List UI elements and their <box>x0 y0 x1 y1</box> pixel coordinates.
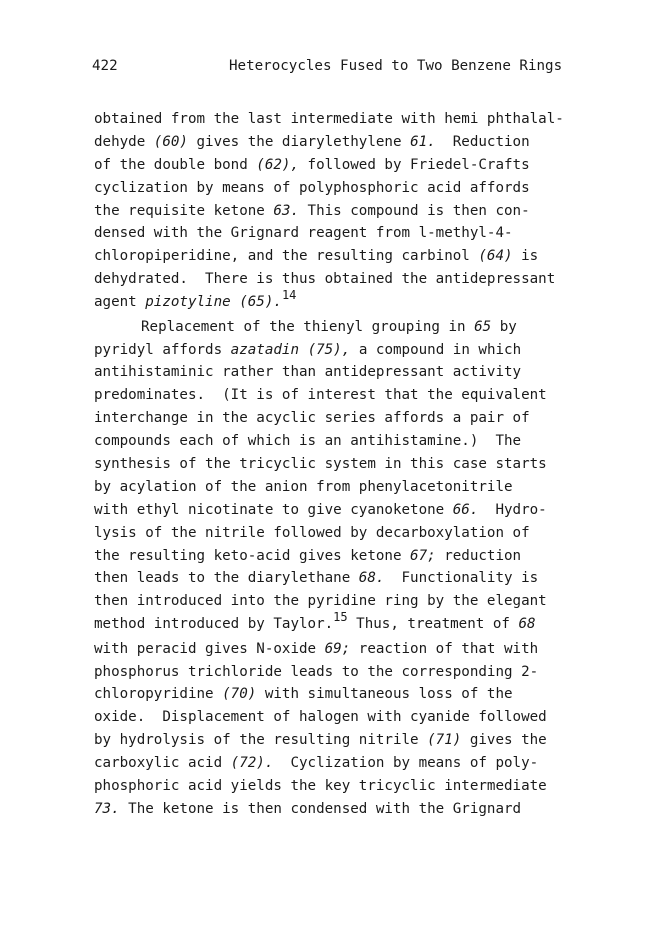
text-run: by acylation of the anion from phenylacetonitrile <box>94 478 513 495</box>
footnote-ref: 15 <box>333 610 348 625</box>
text-run: then leads to the diarylethane <box>94 570 359 587</box>
text-line <box>94 200 604 223</box>
italic-ref: (72). <box>230 755 274 772</box>
text-run: followed by Friedel-Crafts <box>299 156 530 173</box>
text-run <box>231 294 240 310</box>
text-run: method introduced by Taylor. <box>94 616 334 633</box>
text-line <box>94 245 604 268</box>
italic-ref: (70) <box>222 686 257 703</box>
text-run: phosphoric acid yields the key tricyclic intermediate <box>94 778 547 795</box>
text-line <box>94 798 604 821</box>
text-run: gives the <box>461 732 547 749</box>
text-run: is <box>512 248 539 265</box>
text-run: antihistaminic rather than antidepressant activity <box>94 364 522 381</box>
text-run: synthesis of the tricyclic system in this case starts <box>94 455 547 472</box>
text-line <box>94 131 604 154</box>
body-text <box>94 108 604 821</box>
text-run: dehydrated. There is thus obtained the antidepressant <box>94 271 556 288</box>
text-line <box>94 545 604 568</box>
italic-ref: 68. <box>358 570 385 587</box>
text-run: with simultaneous loss of the <box>256 686 513 703</box>
text-run: chloropyridine <box>94 686 223 703</box>
italic-ref: (65). <box>239 294 282 311</box>
text-run: agent <box>94 294 146 311</box>
text-run: densed with the Grignard reagent from l-methyl-4- <box>94 225 513 242</box>
text-line <box>94 522 604 545</box>
text-line <box>94 384 604 407</box>
text-run: lysis of the nitrile followed by decarboxylation of <box>94 524 530 541</box>
paragraph <box>94 316 604 821</box>
text-run <box>299 342 308 358</box>
text-run: the resulting keto-acid gives ketone <box>94 547 411 564</box>
text-run: then introduced into the pyridine ring by the elegant <box>94 593 547 610</box>
text-line <box>94 775 604 798</box>
italic-ref: 73. <box>94 800 120 817</box>
text-run: by hydrolysis of the resulting nitrile <box>94 732 428 749</box>
italic-ref: (75), <box>307 341 351 358</box>
text-run: carboxylic acid <box>94 755 231 772</box>
italic-ref: (64) <box>478 248 513 265</box>
footnote-ref: 14 <box>281 288 297 303</box>
text-run: Cyclization by means of poly- <box>273 755 539 772</box>
paragraph <box>94 108 604 316</box>
text-run: reaction of that with <box>350 640 539 657</box>
italic-ref: 68 <box>518 616 536 633</box>
text-line <box>94 268 604 291</box>
text-line <box>94 683 604 706</box>
text-line <box>94 288 604 316</box>
text-line <box>94 499 604 522</box>
italic-ref: 67; <box>410 547 436 564</box>
italic-ref: 61. <box>410 133 436 150</box>
text-run: interchange in the acyclic series affords a pair of <box>94 410 530 427</box>
text-run: compounds each of which is an antihistamine.) The <box>94 433 522 450</box>
text-line <box>94 361 604 384</box>
text-run: a compound in which <box>350 341 522 358</box>
text-run: dehyde <box>94 133 154 150</box>
italic-ref: pizotyline <box>145 294 231 311</box>
running-header <box>92 58 592 78</box>
italic-ref: (71) <box>427 732 462 749</box>
text-run: Thus, treatment of <box>347 616 519 633</box>
italic-ref: 65 <box>474 318 492 335</box>
text-run: reduction <box>435 547 522 564</box>
italic-ref: 63. <box>273 202 299 219</box>
text-line <box>94 590 604 613</box>
text-line <box>94 453 604 476</box>
text-line <box>94 108 604 131</box>
text-run: This compound is then con- <box>299 202 530 219</box>
italic-ref: azatadin <box>230 341 300 358</box>
text-run: pyridyl affords <box>94 341 231 358</box>
text-line <box>94 177 604 200</box>
text-run: Reduction <box>435 133 530 150</box>
text-run: phosphorus trichloride leads to the corresponding 2- <box>94 663 539 680</box>
running-title: Heterocycles Fused to Two Benzene Rings <box>229 58 563 74</box>
text-line <box>94 316 604 339</box>
italic-ref: (62), <box>256 156 300 173</box>
text-line <box>94 339 604 362</box>
text-run: the requisite ketone <box>94 202 274 219</box>
text-line <box>94 706 604 729</box>
text-run: chloropiperidine, and the resulting carbinol <box>94 248 479 265</box>
italic-ref: 69; <box>324 640 351 657</box>
italic-ref: 66. <box>452 501 479 518</box>
text-line <box>94 567 604 590</box>
text-run: with ethyl nicotinate to give cyanoketone <box>94 501 453 518</box>
text-line <box>94 638 604 661</box>
text-run: Hydro- <box>478 501 547 518</box>
text-line <box>94 661 604 684</box>
text-run: Replacement of the thienyl grouping in <box>141 318 475 335</box>
text-run: cyclization by means of polyphosphoric acid affords <box>94 179 530 196</box>
text-run: with peracid gives N-oxide <box>94 640 325 657</box>
italic-ref: (60) <box>153 133 188 150</box>
text-line <box>94 476 604 499</box>
text-run: predominates. (It is of interest that the equivalent <box>94 387 547 404</box>
text-line <box>94 752 604 775</box>
text-run: oxide. Displacement of halogen with cyanide followed <box>94 709 547 726</box>
text-line <box>94 430 604 453</box>
text-line <box>94 154 604 177</box>
text-line <box>94 407 604 430</box>
text-run: obtained from the last intermediate with hemi phthalal- <box>94 111 564 127</box>
text-run: gives the diarylethylene <box>187 133 411 150</box>
text-line <box>94 729 604 752</box>
text-run: by <box>491 318 517 335</box>
text-line <box>94 222 604 245</box>
text-run: Functionality is <box>384 570 539 587</box>
text-run: of the double bond <box>94 156 257 173</box>
text-line <box>94 610 604 638</box>
page-number: 422 <box>92 58 118 74</box>
text-run: The ketone is then condensed with the Grignard <box>119 800 522 817</box>
